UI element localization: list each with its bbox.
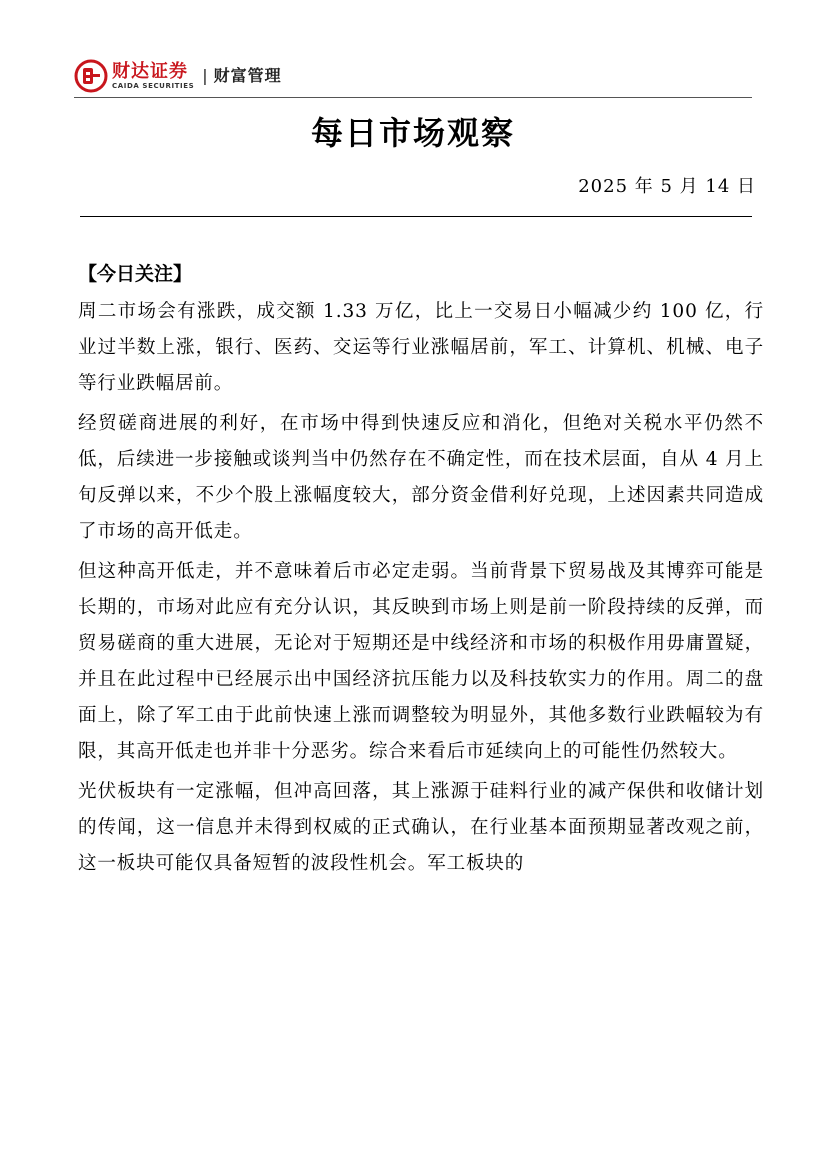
brand-block — [112, 62, 194, 91]
caida-logo-icon — [74, 59, 108, 93]
section-heading: 【今日关注】 — [78, 263, 193, 285]
brand-separator: | — [202, 66, 208, 85]
paragraph: 经贸磋商进展的利好，在市场中得到快速反应和消化，但绝对关税水平仍然不低，后续进一步接触或谈判当中仍然存在不确定性，而在技术层面，自从 4 月上旬反弹以来，不少个股上涨幅度较大，部分资金借利好兑现，上述因素共同造成了市场的高开低走。 — [78, 413, 764, 542]
report-date: 2025 年 5 月 14 日 — [578, 176, 756, 197]
page-header — [74, 58, 282, 94]
article-body — [78, 254, 764, 886]
brand-tagline: 财富管理 — [213, 66, 282, 85]
brand-english-name: CAIDA SECURITIES — [112, 81, 195, 90]
paragraph: 光伏板块有一定涨幅，但冲高回落，其上涨源于硅料行业的减产保供和收储计划的传闻，这一信息并未得到权威的正式确认，在行业基本面预期显著改观之前，这一板块可能仅具备短暂的波段性机会。军工板块的 — [78, 781, 764, 874]
header-divider — [74, 97, 752, 98]
date-divider — [80, 216, 752, 217]
page-title: 每日市场观察 — [310, 114, 515, 152]
paragraph: 周二市场会有涨跌，成交额 1.33 万亿，比上一交易日小幅减少约 100 亿，行业过半数上涨，银行、医药、交运等行业涨幅居前，军工、计算机、机械、电子等行业跌幅居前。 — [78, 301, 764, 394]
brand-name: 财达证券 — [112, 60, 188, 82]
paragraph: 但这种高开低走，并不意味着后市必定走弱。当前背景下贸易战及其博弈可能是长期的，市场对此应有充分认识，其反映到市场上则是前一阶段持续的反弹，而贸易磋商的重大进展，无论对于短期还是中线经济和市场的积极作用毋庸置疑，并且在此过程中已经展示出中国经济抗压能力以及科技软实力的作用。周二的盘面上，除了军工由于此前快速上涨而调整较为明显外，其他多数行业跌幅较为有限，其高开低走也并非十分恶劣。综合来看后市延续向上的可能性仍然较大。 — [78, 561, 764, 762]
